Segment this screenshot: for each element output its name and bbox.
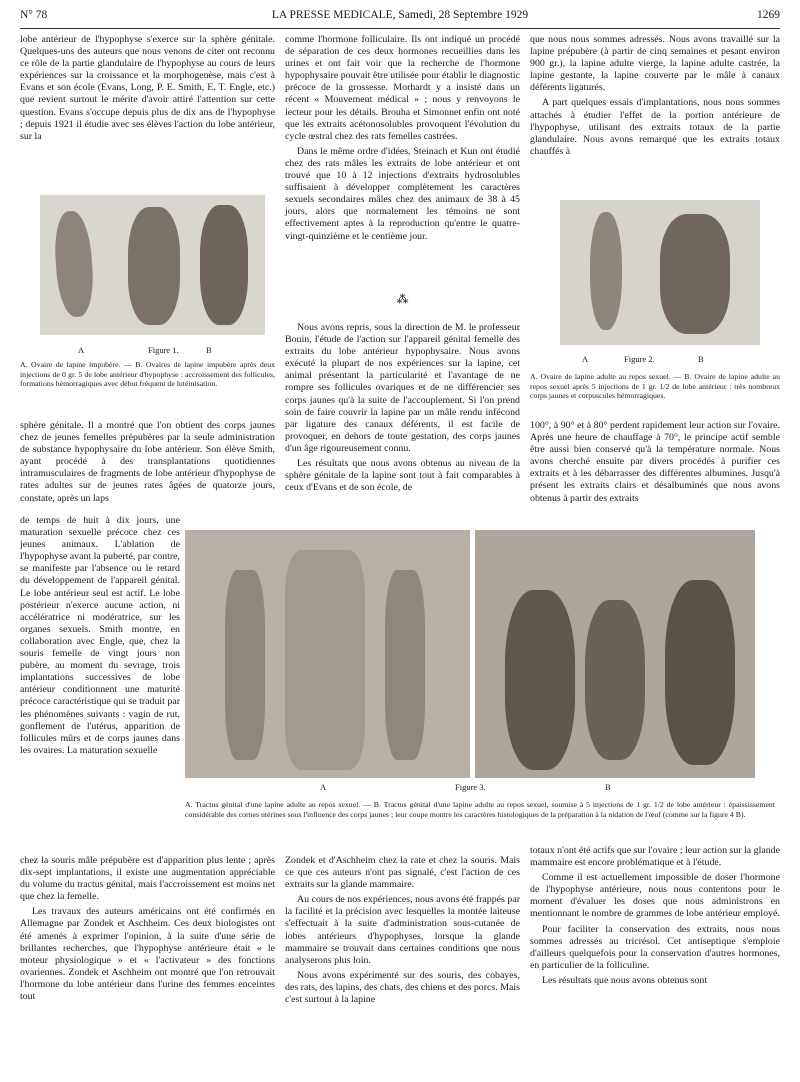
paragraph: totaux n'ont été actifs que sur l'ovaire ; leur action sur la glande mammaire est encore problématique et à l'étude. <box>530 845 780 869</box>
figure-3-photo-b <box>475 530 755 778</box>
column-1-middle <box>20 420 275 508</box>
page-number: N° 78 <box>20 9 48 21</box>
figure-2-title: Figure 2. <box>624 354 655 364</box>
paragraph: que nous nous sommes adressés. Nous avons travaillé sur la lapine prépubère (à partir de cinq semaines et pesant environ 900 gr.), la lapine adulte vierge, la lapine adulte castrée, la lapine gestante, la lapine couverte par le mâle à canaux déférents ligaturés. <box>530 34 780 94</box>
figure-2-label-a: A <box>582 354 589 364</box>
paragraph: chez la souris mâle prépubère est d'apparition plus lente ; après dix-sept implantations, il existe une augmentation appréciable du volume du tractus génital, mais l'accroissement est moins net que chez la femelle. <box>20 855 275 903</box>
ovary-a <box>590 212 622 330</box>
thickened-horn-mid <box>585 600 645 760</box>
figure-1-title: Figure 1. <box>148 345 179 355</box>
thickened-horn-right <box>665 580 735 765</box>
column-3-middle <box>530 420 780 508</box>
thickened-horn-left <box>505 590 575 770</box>
paragraph: Pour faciliter la conservation des extraits, nous nous sommes adressés au tricrésol. Cet antiseptique s'emploie d'ailleurs quelquefois pour la conservation d'autres hormones, en particulier de la folliculine. <box>530 923 780 971</box>
column-3-top <box>530 34 780 161</box>
journal-title: LA PRESSE MEDICALE, Samedi, 28 Septembre 1929 <box>271 9 529 21</box>
paragraph: comme l'hormone folliculaire. Ils ont indiqué un procédé de séparation de ces deux hormones recueillies dans les urines et ont fait voir que la recherche de l'hormone hypophysaire pouvait être utilisée pour établir le diagnostic précoce de la grossesse. Morhardt y a insisté dans un récent « Mouvement médical » ; nous y renvoyons le lecteur pour les détails. Brouha et Simonnet enfin ont noté que les extraits acétonosolubles provoquent l'évolution du cycle œstral chez des rats femelles castrées. <box>285 34 520 142</box>
ovary-a <box>52 210 95 318</box>
figure-3-photo-a <box>185 530 470 778</box>
paragraph: Nous avons expérimenté sur des souris, des cobayes, des rats, des lapins, des chats, des chiens et des porcs. Mais c'est surtout à la lapine <box>285 969 520 1006</box>
paragraph: lobe antérieur de l'hypophyse s'exerce sur la sphère génitale. Quelques-uns des auteurs que nous venons de citer ont reconnu ce rôle de la partie glandulaire de l'hypophyse au cours de leurs expériences sur la croissance et la morphogenèse, mais c'est à Evans et son école (Evans, Long, P. E. Smith, E. T. Engle, etc.) que revient surtout le mérite d'avoir attiré l'attention sur cette question. Evans s'occupe depuis plus de dix ans de l'hypophyse ; depuis 1921 il étudie avec ses élèves l'action du lobe antérieur, sur la <box>20 34 275 142</box>
figure-2-label-b: B <box>698 354 704 364</box>
figure-3-label-a: A <box>320 782 327 792</box>
page-header <box>20 6 780 26</box>
figure-2-caption: A. Ovaire de lapine adulte au repos sexuel. — B. Ovaire de lapine adulte au repos sexuel après 5 injections de 1 gr. 1/2 de lobe antérieur : très nombreux corps jaunes et corpuscules hémorragiques. <box>530 372 780 401</box>
uterine-horn-left <box>225 570 265 760</box>
figure-1-caption: A. Ovaire de lapine impubère. — B. Ovaires de lapine impubère après deux injections de 0 gr. 5 de lobe antérieur d'hypophyse : accroissement des follicules, formations hémorragiques avec début fréquent de lutéinisation. <box>20 360 275 389</box>
paragraph: Au cours de nos expériences, nous avons été frappés par la facilité et la précision avec lesquelles la montée laiteuse s'effectuait à la suite d'administration sous-cutanée de lobes antérieurs d'hypophyses, lorsque la glande mammaire se trouvait dans certaines conditions que nous analyserons plus loin. <box>285 894 520 966</box>
paragraph: Les travaux des auteurs américains ont été confirmés en Allemagne par Zondek et Aschheim. Ces deux biologistes ont été amenés à exprimer l'opinion, à la suite d'une série de brillantes recherches, que l'hypophyse antérieure était « le moteur physiologique » et « l'activateur » des fonctions ovariennes. Zondek et Aschheim ont montré que l'on retrouvait l'hormone du lobe antérieur dans l'urine des femmes enceintes tout <box>20 906 275 1003</box>
ovary-b2 <box>200 205 248 325</box>
paragraph: Comme il est actuellement impossible de doser l'hormone de l'hypophyse antérieure, nous nous contentons pour le moment d'évaluer les doses que nous administrons en mentionnant le nombre de grammes de lobe antérieur employé. <box>530 872 780 920</box>
ovary-b <box>660 214 730 334</box>
column-2-bottom <box>285 855 520 1009</box>
column-2-middle <box>285 322 520 497</box>
column-1-bottom <box>20 855 275 1006</box>
column-1-narrow <box>20 515 180 760</box>
column-3-bottom <box>530 845 780 990</box>
paragraph: A part quelques essais d'implantations, nous nous sommes attachés à étudier l'effet de la portion antérieure de l'hypophyse, utilisant des extraits totaux de la partie glandulaire. Nous avons remarqué que les extraits totaux chauffés à <box>530 97 780 157</box>
paragraph: de temps de huit à dix jours, une maturation sexuelle précoce chez ces jeunes animaux. L'ablation de l'hypophyse avant la puberté, par contre, se manifeste par l'absence ou le retard du développement de l'appareil génital. Le lobe antérieur seul est actif. Le lobe postérieur n'exerce aucune action, ni accélératrice ni modératrice, sur les organes sexuels. Smith montre, en collaboration avec Engle, que, chez la souris femelle de vingt jours non pubère, au moment du sevrage, trois implantations successives de lobe antérieur conditionnent une maturité précoce caractéristique qui se traduit par les phénomènes suivants : vagin de rut, gonflement de l'utérus, apparition de follicules mûrs et de corps jaunes dans les ovaires. La maturation sexuelle <box>20 515 180 756</box>
uterine-horn-right <box>385 570 425 760</box>
figure-1-photo <box>40 195 265 335</box>
paragraph: Nous avons repris, sous la direction de M. le professeur Bouin, l'étude de l'action sur l'appareil génital femelle des extraits du lobe antérieur hypophysaire. Nous avons exécuté la plupart de nos expériences sur la lapine, cet animal présentant la particularité et l'avantage de ne rompre ses follicules ovariques et de ne différencier ses corps jaunes qu'à la suite de l'accouplement. Si l'on prend soin de faire couvrir la lapine par un mâle rendu infécond par ligature des canaux déférents, il est facile de provoquer, en dehors de toute gestation, des corps jaunes d'un âge rigoureusement connu. <box>285 322 520 454</box>
section-separator: ⁂ <box>396 292 409 306</box>
ovary-b1 <box>128 207 180 325</box>
paragraph: sphère génitale. Il a montré que l'on obtient des corps jaunes chez de jeunes femelles prépubères par la seule administration de substance hypophysaire du lobe antérieur. Son élève Smith, ayant procédé à des transplantations quotidiennes intramusculaires de fragments de lobe antérieur d'hypophyse de rates adultes sur de jeunes rates âgées de quatorze jours, constate, après un laps <box>20 420 275 504</box>
figure-1-label-a: A <box>78 345 85 355</box>
figure-2 <box>560 200 760 370</box>
paragraph: 100°, à 90° et à 80° perdent rapidement leur action sur l'ovaire. Après une heure de chauffage à 70°, le principe actif semble être aussi bien conservé qu'à la température normale. Nous avons cherché ensuite par divers procédés à purifier ces extraits et à les débarrasser des différentes albumines. Jusqu'à présent les extraits clairs et désalbuminés que nous avons obtenus à partir des extraits <box>530 420 780 504</box>
paragraph: Les résultats que nous avons obtenus au niveau de la sphère génitale de la lapine sont tout à fait comparables à ceux d'Evans et de son école, de <box>285 458 520 494</box>
column-1-top <box>20 34 275 146</box>
tract-center <box>285 550 365 770</box>
header-rule <box>20 28 780 29</box>
figure-3-title: Figure 3. <box>455 782 486 792</box>
figure-3-caption: A. Tractus génital d'une lapine adulte au repos sexuel. — B. Tractus génital d'une lapine adulte au repos sexuel, soumise à 5 injections de 1 gr. 1/2 de lobe antérieur : épaississement considérable des cornes utérines sous l'influence des corps jaunes ; leur coupe montre les caractères histologiques de la préparation à la nidation de l'œuf (comme sur la figure 4 B). <box>185 800 775 819</box>
paragraph: Dans le même ordre d'idées, Steinach et Kun ont étudié chez des rats mâles les extraits de lobe antérieur et ont trouvé que 10 à 12 injections d'extraits hydrosolubles suffisaient à développer complètement les caractères sexuels secondaires mâles chez des animaux de 38 à 45 jours, alors que normalement les témoins ne sont effectivement aptes à la reproduction qu'entre le quatre-vingt-quinzième et le centième jour. <box>285 145 520 242</box>
figure-3 <box>185 530 780 790</box>
folio: 1269 <box>757 9 780 21</box>
figure-3-label-b: B <box>605 782 611 792</box>
figure-2-photo <box>560 200 760 345</box>
paragraph: Les résultats que nous avons obtenus sont <box>542 974 708 986</box>
figure-1-label-b: B <box>206 345 212 355</box>
paragraph: Zondek et d'Aschheim chez la rate et chez la souris. Mais ce que ces auteurs n'ont pas signalé, c'est l'action de ces extraits sur la glande mammaire. <box>285 855 520 891</box>
column-2-top <box>285 34 520 246</box>
